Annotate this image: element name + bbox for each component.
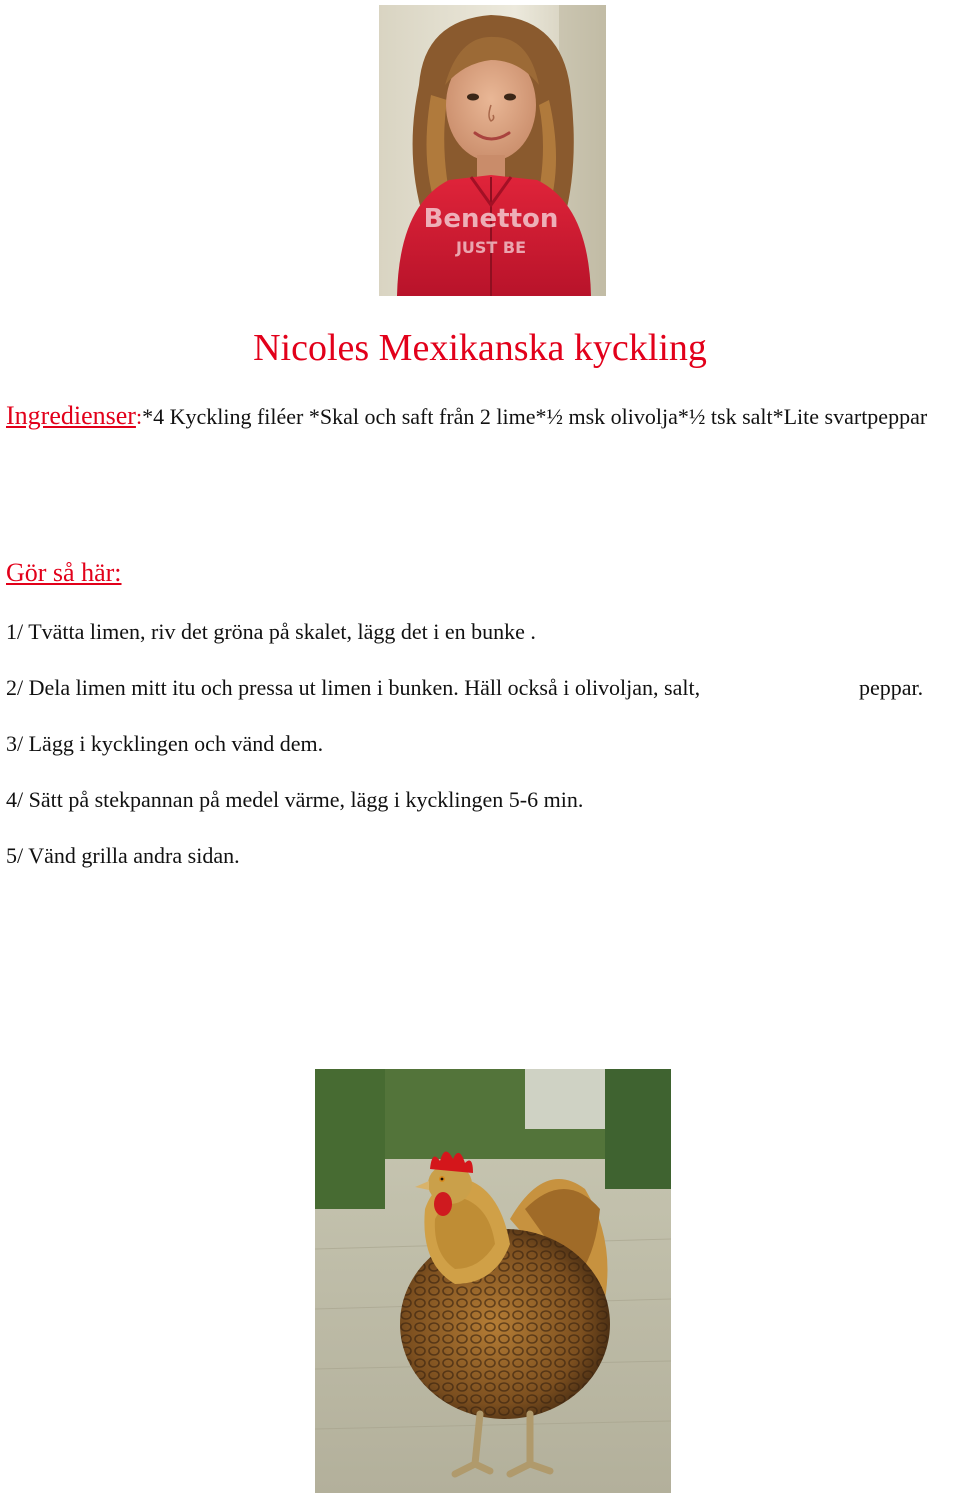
ingredients-paragraph [6, 398, 956, 435]
step-2-tail: peppar. [859, 675, 924, 700]
step-item: 1/ Tvätta limen, riv det gröna på skalet, lägg det i en bunke . [6, 619, 536, 644]
girl-portrait-photo [379, 5, 606, 296]
svg-text:JUST BE: JUST BE [455, 238, 527, 257]
step-item: 4/ Sätt på stekpannan på medel värme, lägg i kycklingen 5-6 min. [6, 787, 584, 812]
ingredients-label: Ingredienser [6, 401, 136, 430]
rooster-photo [315, 1069, 671, 1493]
ingredients-list: *4 Kyckling filéer *Skal och saft från 2 lime*½ msk olivolja*½ tsk salt*Lite svartpeppar [142, 404, 928, 429]
ingredients-colon: : [135, 404, 143, 429]
svg-text:Benetton: Benetton [423, 204, 559, 234]
recipe-title: Nicoles Mexikanska kyckling [253, 327, 707, 369]
steps-heading: Gör så här: [6, 558, 122, 587]
step-item: 3/ Lägg i kycklingen och vänd dem. [6, 731, 324, 756]
step-item: 5/ Vänd grilla andra sidan. [6, 843, 240, 868]
step-item: 2/ Dela limen mitt itu och pressa ut limen i bunken. Häll också i olivoljan, salt, [6, 675, 701, 700]
